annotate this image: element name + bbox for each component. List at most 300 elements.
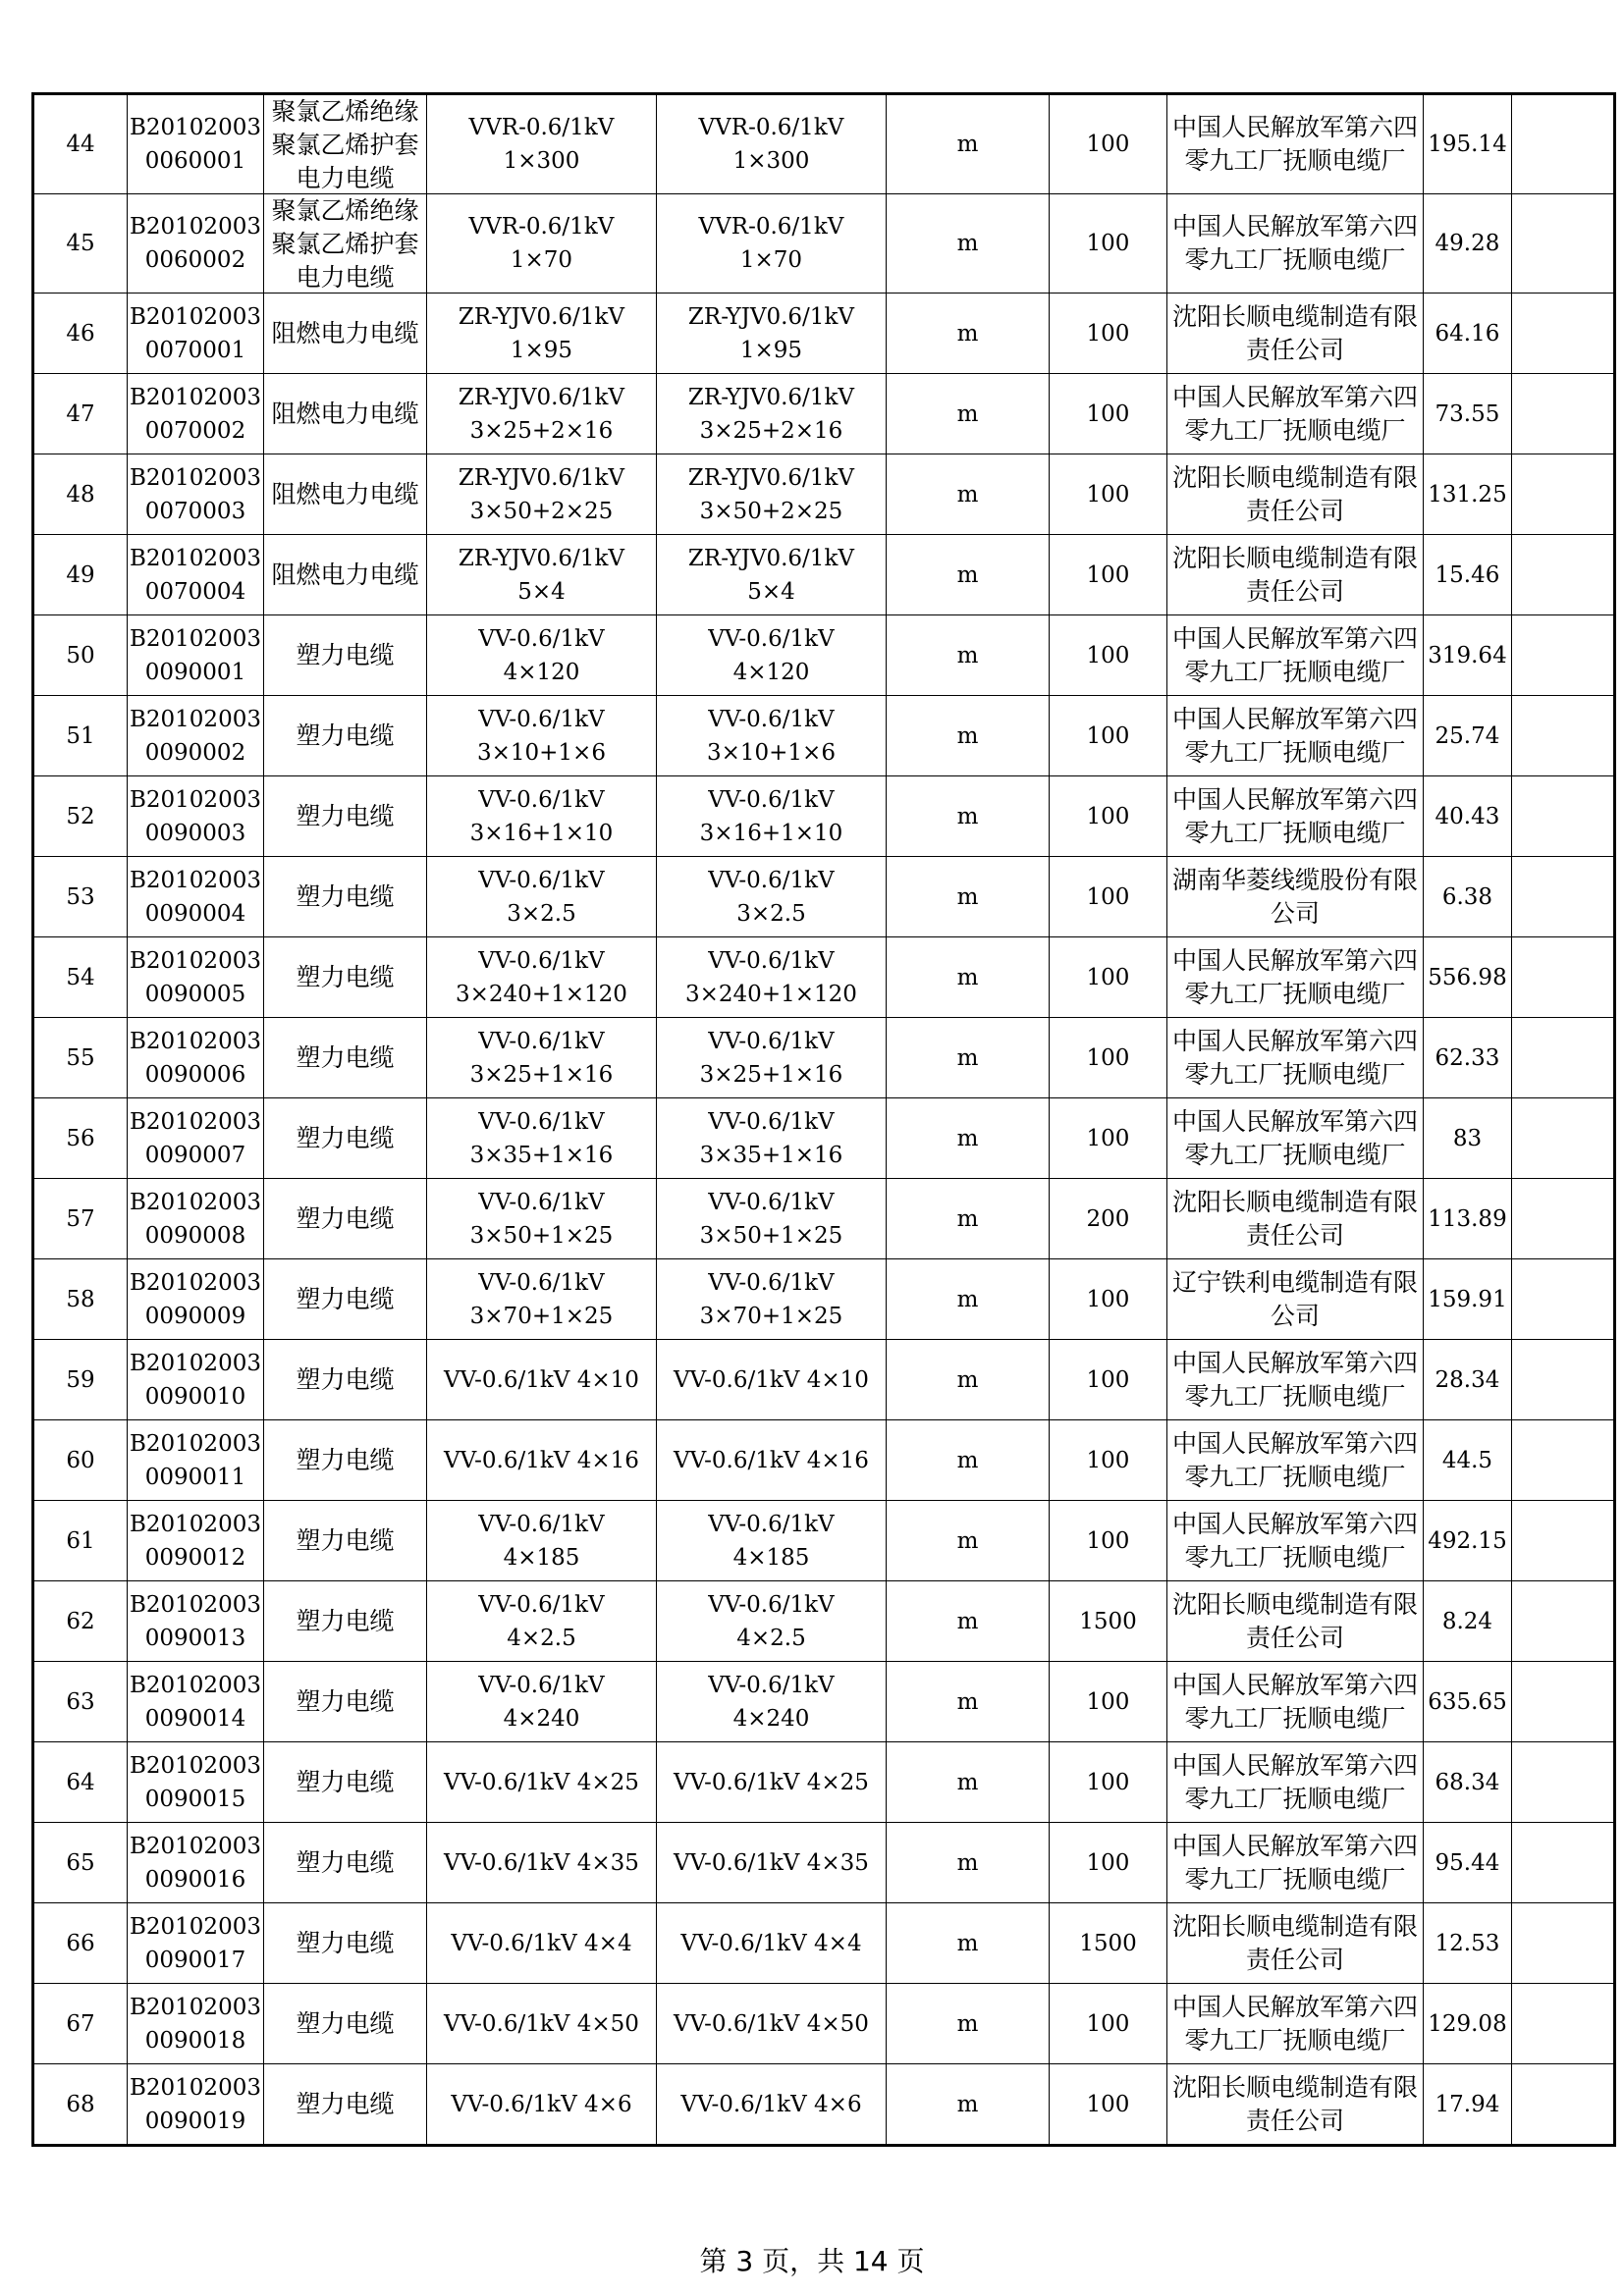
manufacturer-text: 沈阳长顺电缆制造有限责任公司 bbox=[1171, 1187, 1418, 1250]
material-code-cell bbox=[128, 94, 264, 194]
spec-line: VV-0.6/1kV bbox=[478, 1108, 605, 1135]
material-code-line: 0090005 bbox=[144, 981, 246, 1007]
spec-cell bbox=[426, 776, 656, 857]
spec-cell bbox=[426, 535, 656, 615]
row-number-cell: 65 bbox=[33, 1823, 128, 1903]
spec-line: 3×240+1×120 bbox=[456, 981, 627, 1007]
material-name-cell bbox=[263, 1581, 426, 1662]
material-name-text: 塑力电缆 bbox=[296, 1042, 395, 1072]
material-name-text: 塑力电缆 bbox=[296, 1928, 395, 1957]
spec-line: 3×10+1×6 bbox=[476, 739, 606, 766]
material-name-text: 塑力电缆 bbox=[296, 2089, 395, 2118]
model-line: 1×70 bbox=[739, 247, 803, 273]
unit-cell: m bbox=[886, 1420, 1049, 1501]
model-cell bbox=[656, 1581, 886, 1662]
material-code-line: B20102003 bbox=[130, 1028, 261, 1054]
spec-cell bbox=[426, 1823, 656, 1903]
material-name-text: 塑力电缆 bbox=[296, 801, 395, 830]
material-code-line: 0090008 bbox=[144, 1222, 246, 1249]
spec-line: 4×120 bbox=[503, 659, 580, 685]
spec-cell bbox=[426, 857, 656, 937]
quantity-cell: 100 bbox=[1049, 937, 1166, 1018]
model-line: 3×240+1×120 bbox=[685, 981, 857, 1007]
price-cell: 113.89 bbox=[1423, 1179, 1511, 1259]
price-cell: 95.44 bbox=[1423, 1823, 1511, 1903]
spec-line: ZR-YJV0.6/1kV bbox=[458, 384, 624, 410]
material-code-cell bbox=[128, 1984, 264, 2064]
row-number-cell: 49 bbox=[33, 535, 128, 615]
quantity-cell: 100 bbox=[1049, 1018, 1166, 1098]
row-number-cell: 45 bbox=[33, 194, 128, 294]
quantity-cell: 100 bbox=[1049, 1662, 1166, 1742]
quantity-cell: 100 bbox=[1049, 615, 1166, 696]
model-line: 3×70+1×25 bbox=[699, 1303, 843, 1329]
note-cell bbox=[1511, 1098, 1614, 1179]
material-name-text: 塑力电缆 bbox=[296, 1525, 395, 1555]
material-name-cell bbox=[263, 535, 426, 615]
spec-line: 3×35+1×16 bbox=[469, 1142, 614, 1168]
price-cell: 25.74 bbox=[1423, 696, 1511, 776]
manufacturer-cell bbox=[1166, 937, 1423, 1018]
manufacturer-cell bbox=[1166, 2064, 1423, 2146]
note-cell bbox=[1511, 1984, 1614, 2064]
model-line: 4×185 bbox=[732, 1544, 810, 1571]
manufacturer-cell bbox=[1166, 1018, 1423, 1098]
material-code-cell bbox=[128, 1823, 264, 1903]
manufacturer-cell bbox=[1166, 1420, 1423, 1501]
material-name-text: 塑力电缆 bbox=[296, 1284, 395, 1313]
quantity-cell: 100 bbox=[1049, 1420, 1166, 1501]
material-code-line: B20102003 bbox=[130, 1752, 261, 1779]
unit-cell: m bbox=[886, 1098, 1049, 1179]
material-code-cell bbox=[128, 1340, 264, 1420]
material-code-cell bbox=[128, 194, 264, 294]
unit-cell: m bbox=[886, 776, 1049, 857]
spec-line: 3×70+1×25 bbox=[469, 1303, 614, 1329]
material-code-line: 0090014 bbox=[144, 1705, 246, 1732]
spec-cell bbox=[426, 1581, 656, 1662]
spec-line: ZR-YJV0.6/1kV bbox=[458, 545, 624, 571]
spec-cell bbox=[426, 454, 656, 535]
price-cell: 15.46 bbox=[1423, 535, 1511, 615]
spec-cell bbox=[426, 1340, 656, 1420]
spec-line: VV-0.6/1kV 4×35 bbox=[444, 1849, 639, 1876]
manufacturer-cell bbox=[1166, 1742, 1423, 1823]
row-number-cell: 51 bbox=[33, 696, 128, 776]
material-code-line: 0070002 bbox=[144, 417, 246, 444]
manufacturer-text: 中国人民解放军第六四零九工厂抚顺电缆厂 bbox=[1171, 1831, 1418, 1894]
model-line: VV-0.6/1kV 4×16 bbox=[674, 1447, 869, 1473]
material-code-cell bbox=[128, 857, 264, 937]
spec-line: VV-0.6/1kV bbox=[478, 786, 605, 813]
unit-cell: m bbox=[886, 1259, 1049, 1340]
row-number-cell: 59 bbox=[33, 1340, 128, 1420]
price-cell: 28.34 bbox=[1423, 1340, 1511, 1420]
spec-line: ZR-YJV0.6/1kV bbox=[458, 464, 624, 491]
material-code-line: 0070004 bbox=[144, 578, 246, 605]
material-name-text: 聚氯乙烯绝缘聚氯乙烯护套电力电缆 bbox=[271, 196, 419, 292]
material-name-text: 塑力电缆 bbox=[296, 1445, 395, 1474]
table-row bbox=[33, 294, 1615, 374]
row-number-cell: 64 bbox=[33, 1742, 128, 1823]
spec-cell bbox=[426, 696, 656, 776]
note-cell bbox=[1511, 2064, 1614, 2146]
material-name-cell bbox=[263, 2064, 426, 2146]
material-code-line: 0090016 bbox=[144, 1866, 246, 1893]
quantity-cell: 100 bbox=[1049, 1501, 1166, 1581]
spec-line: VV-0.6/1kV 4×25 bbox=[444, 1769, 639, 1795]
table-row bbox=[33, 1984, 1615, 2064]
model-line: VV-0.6/1kV 4×50 bbox=[674, 2010, 869, 2037]
spec-cell bbox=[426, 1742, 656, 1823]
model-cell bbox=[656, 615, 886, 696]
spec-line: 3×25+1×16 bbox=[469, 1061, 614, 1088]
price-cell: 159.91 bbox=[1423, 1259, 1511, 1340]
unit-cell: m bbox=[886, 1903, 1049, 1984]
spec-cell bbox=[426, 1179, 656, 1259]
material-code-line: B20102003 bbox=[130, 1672, 261, 1698]
row-number-cell: 58 bbox=[33, 1259, 128, 1340]
manufacturer-text: 中国人民解放军第六四零九工厂抚顺电缆厂 bbox=[1171, 1670, 1418, 1733]
manufacturer-cell bbox=[1166, 454, 1423, 535]
table-row bbox=[33, 1823, 1615, 1903]
material-name-text: 阻燃电力电缆 bbox=[271, 399, 419, 428]
material-code-line: 0060001 bbox=[144, 148, 246, 174]
unit-cell: m bbox=[886, 2064, 1049, 2146]
manufacturer-text: 沈阳长顺电缆制造有限责任公司 bbox=[1171, 1589, 1418, 1652]
price-cell: 6.38 bbox=[1423, 857, 1511, 937]
material-code-cell bbox=[128, 374, 264, 454]
table-body bbox=[33, 94, 1615, 2146]
note-cell bbox=[1511, 1018, 1614, 1098]
manufacturer-cell bbox=[1166, 1662, 1423, 1742]
quantity-cell: 100 bbox=[1049, 1098, 1166, 1179]
quantity-cell: 100 bbox=[1049, 1742, 1166, 1823]
spec-line: 3×50+2×25 bbox=[469, 498, 614, 524]
material-name-text: 塑力电缆 bbox=[296, 1606, 395, 1635]
note-cell bbox=[1511, 1903, 1614, 1984]
material-name-text: 阻燃电力电缆 bbox=[271, 479, 419, 508]
table-row bbox=[33, 615, 1615, 696]
note-cell bbox=[1511, 1340, 1614, 1420]
spec-cell bbox=[426, 1662, 656, 1742]
manufacturer-text: 中国人民解放军第六四零九工厂抚顺电缆厂 bbox=[1171, 784, 1418, 847]
manufacturer-cell bbox=[1166, 1179, 1423, 1259]
quantity-cell: 100 bbox=[1049, 2064, 1166, 2146]
table-row bbox=[33, 94, 1615, 194]
manufacturer-text: 中国人民解放军第六四零九工厂抚顺电缆厂 bbox=[1171, 1509, 1418, 1572]
quantity-cell: 100 bbox=[1049, 776, 1166, 857]
row-number-cell: 66 bbox=[33, 1903, 128, 1984]
note-cell bbox=[1511, 194, 1614, 294]
model-line: VVR-0.6/1kV bbox=[698, 214, 844, 240]
manufacturer-text: 中国人民解放军第六四零九工厂抚顺电缆厂 bbox=[1171, 623, 1418, 686]
spec-cell bbox=[426, 1098, 656, 1179]
material-code-line: 0070001 bbox=[144, 337, 246, 363]
unit-cell: m bbox=[886, 1340, 1049, 1420]
material-code-line: 0090015 bbox=[144, 1786, 246, 1812]
quantity-cell: 100 bbox=[1049, 1984, 1166, 2064]
quantity-cell: 100 bbox=[1049, 194, 1166, 294]
note-cell bbox=[1511, 1259, 1614, 1340]
manufacturer-text: 沈阳长顺电缆制造有限责任公司 bbox=[1171, 1911, 1418, 1974]
material-code-cell bbox=[128, 1420, 264, 1501]
spec-line: VV-0.6/1kV bbox=[478, 947, 605, 974]
manufacturer-text: 中国人民解放军第六四零九工厂抚顺电缆厂 bbox=[1171, 212, 1418, 274]
model-cell bbox=[656, 374, 886, 454]
spec-line: ZR-YJV0.6/1kV bbox=[458, 303, 624, 330]
material-name-cell bbox=[263, 1823, 426, 1903]
row-number-cell: 55 bbox=[33, 1018, 128, 1098]
model-line: VV-0.6/1kV 4×6 bbox=[680, 2091, 862, 2117]
material-code-line: B20102003 bbox=[130, 2074, 261, 2101]
table-row bbox=[33, 1420, 1615, 1501]
model-cell bbox=[656, 194, 886, 294]
material-code-line: B20102003 bbox=[130, 384, 261, 410]
price-cell: 8.24 bbox=[1423, 1581, 1511, 1662]
material-code-line: 0090018 bbox=[144, 2027, 246, 2054]
material-name-text: 塑力电缆 bbox=[296, 1686, 395, 1716]
price-cell: 129.08 bbox=[1423, 1984, 1511, 2064]
note-cell bbox=[1511, 1501, 1614, 1581]
unit-cell: m bbox=[886, 94, 1049, 194]
material-code-cell bbox=[128, 535, 264, 615]
model-line: VV-0.6/1kV bbox=[708, 1028, 835, 1054]
model-line: 3×10+1×6 bbox=[706, 739, 836, 766]
manufacturer-text: 中国人民解放军第六四零九工厂抚顺电缆厂 bbox=[1171, 1992, 1418, 2055]
model-cell bbox=[656, 1984, 886, 2064]
material-code-line: B20102003 bbox=[130, 1269, 261, 1296]
material-name-cell bbox=[263, 1662, 426, 1742]
material-name-cell bbox=[263, 857, 426, 937]
material-code-line: B20102003 bbox=[130, 867, 261, 893]
note-cell bbox=[1511, 294, 1614, 374]
material-name-cell bbox=[263, 937, 426, 1018]
table-row bbox=[33, 937, 1615, 1018]
model-cell bbox=[656, 294, 886, 374]
material-name-text: 塑力电缆 bbox=[296, 2008, 395, 2038]
material-code-line: 0090019 bbox=[144, 2108, 246, 2134]
model-cell bbox=[656, 1903, 886, 1984]
spec-line: VVR-0.6/1kV bbox=[468, 115, 615, 140]
spec-line: 1×70 bbox=[510, 247, 573, 273]
manufacturer-cell bbox=[1166, 1581, 1423, 1662]
spec-cell bbox=[426, 1259, 656, 1340]
note-cell bbox=[1511, 1742, 1614, 1823]
page-footer: 第 3 页，共 14 页 bbox=[699, 2245, 925, 2277]
spec-cell bbox=[426, 937, 656, 1018]
note-cell bbox=[1511, 1179, 1614, 1259]
unit-cell: m bbox=[886, 294, 1049, 374]
manufacturer-cell bbox=[1166, 857, 1423, 937]
model-cell bbox=[656, 1420, 886, 1501]
manufacturer-text: 中国人民解放军第六四零九工厂抚顺电缆厂 bbox=[1171, 1026, 1418, 1089]
price-cell: 73.55 bbox=[1423, 374, 1511, 454]
row-number-cell: 57 bbox=[33, 1179, 128, 1259]
model-line: VV-0.6/1kV 4×4 bbox=[680, 1930, 862, 1956]
table-row bbox=[33, 1662, 1615, 1742]
manufacturer-text: 中国人民解放军第六四零九工厂抚顺电缆厂 bbox=[1171, 382, 1418, 445]
material-code-line: 0090009 bbox=[144, 1303, 246, 1329]
manufacturer-cell bbox=[1166, 1098, 1423, 1179]
material-name-text: 塑力电缆 bbox=[296, 1364, 395, 1394]
note-cell bbox=[1511, 1662, 1614, 1742]
material-code-cell bbox=[128, 1098, 264, 1179]
price-cell: 635.65 bbox=[1423, 1662, 1511, 1742]
material-name-cell bbox=[263, 1984, 426, 2064]
note-cell bbox=[1511, 374, 1614, 454]
table-row bbox=[33, 194, 1615, 294]
model-cell bbox=[656, 94, 886, 194]
manufacturer-cell bbox=[1166, 1501, 1423, 1581]
material-name-cell bbox=[263, 1179, 426, 1259]
model-line: 3×50+2×25 bbox=[699, 498, 843, 524]
material-code-cell bbox=[128, 1581, 264, 1662]
spec-line: VV-0.6/1kV bbox=[478, 867, 605, 893]
material-name-cell bbox=[263, 294, 426, 374]
note-cell bbox=[1511, 454, 1614, 535]
model-line: 1×95 bbox=[739, 337, 803, 363]
price-cell: 64.16 bbox=[1423, 294, 1511, 374]
material-name-cell bbox=[263, 1742, 426, 1823]
material-name-cell bbox=[263, 1259, 426, 1340]
model-cell bbox=[656, 1259, 886, 1340]
spec-cell bbox=[426, 2064, 656, 2146]
model-line: 3×50+1×25 bbox=[699, 1222, 843, 1249]
unit-cell: m bbox=[886, 1823, 1049, 1903]
manufacturer-cell bbox=[1166, 615, 1423, 696]
model-line: VV-0.6/1kV bbox=[708, 1672, 835, 1698]
table-row bbox=[33, 374, 1615, 454]
model-line: 3×25+1×16 bbox=[699, 1061, 843, 1088]
model-line: VV-0.6/1kV bbox=[708, 1269, 835, 1296]
material-code-line: 0090007 bbox=[144, 1142, 246, 1168]
unit-cell: m bbox=[886, 1742, 1049, 1823]
manufacturer-text: 中国人民解放军第六四零九工厂抚顺电缆厂 bbox=[1171, 704, 1418, 767]
spec-cell bbox=[426, 1018, 656, 1098]
table-row bbox=[33, 857, 1615, 937]
unit-cell: m bbox=[886, 1018, 1049, 1098]
note-cell bbox=[1511, 696, 1614, 776]
model-line: VV-0.6/1kV bbox=[708, 1591, 835, 1618]
spec-cell bbox=[426, 615, 656, 696]
material-name-text: 塑力电缆 bbox=[296, 1767, 395, 1796]
manufacturer-cell bbox=[1166, 194, 1423, 294]
unit-cell: m bbox=[886, 1662, 1049, 1742]
material-name-cell bbox=[263, 1018, 426, 1098]
price-cell: 131.25 bbox=[1423, 454, 1511, 535]
spec-line: 3×16+1×10 bbox=[469, 820, 614, 846]
price-cell: 68.34 bbox=[1423, 1742, 1511, 1823]
price-cell: 492.15 bbox=[1423, 1501, 1511, 1581]
quantity-cell: 100 bbox=[1049, 696, 1166, 776]
price-cell: 12.53 bbox=[1423, 1903, 1511, 1984]
unit-cell: m bbox=[886, 615, 1049, 696]
model-line: 4×240 bbox=[732, 1705, 810, 1732]
spec-cell bbox=[426, 294, 656, 374]
unit-cell: m bbox=[886, 1179, 1049, 1259]
spec-line: VV-0.6/1kV bbox=[478, 1511, 605, 1537]
note-cell bbox=[1511, 94, 1614, 194]
manufacturer-text: 中国人民解放军第六四零九工厂抚顺电缆厂 bbox=[1171, 113, 1418, 175]
material-name-text: 塑力电缆 bbox=[296, 1123, 395, 1152]
manufacturer-text: 中国人民解放军第六四零九工厂抚顺电缆厂 bbox=[1171, 1750, 1418, 1813]
material-code-cell bbox=[128, 937, 264, 1018]
model-cell bbox=[656, 2064, 886, 2146]
material-code-cell bbox=[128, 696, 264, 776]
material-code-cell bbox=[128, 615, 264, 696]
quantity-cell: 100 bbox=[1049, 294, 1166, 374]
material-name-cell bbox=[263, 1420, 426, 1501]
row-number-cell: 62 bbox=[33, 1581, 128, 1662]
model-line: 3×16+1×10 bbox=[699, 820, 843, 846]
model-line: 4×2.5 bbox=[736, 1625, 806, 1651]
spec-cell bbox=[426, 1984, 656, 2064]
material-code-line: B20102003 bbox=[130, 1913, 261, 1940]
spec-line: VV-0.6/1kV 4×50 bbox=[444, 2010, 639, 2037]
quantity-cell: 100 bbox=[1049, 535, 1166, 615]
row-number-cell: 60 bbox=[33, 1420, 128, 1501]
material-code-line: B20102003 bbox=[130, 1833, 261, 1859]
unit-cell: m bbox=[886, 535, 1049, 615]
model-cell bbox=[656, 696, 886, 776]
material-name-cell bbox=[263, 1098, 426, 1179]
row-number-cell: 67 bbox=[33, 1984, 128, 2064]
spec-line: VV-0.6/1kV 4×4 bbox=[451, 1930, 632, 1956]
material-code-cell bbox=[128, 1742, 264, 1823]
spec-line: VV-0.6/1kV bbox=[478, 1591, 605, 1618]
material-code-line: B20102003 bbox=[130, 706, 261, 732]
model-line: 4×120 bbox=[732, 659, 810, 685]
model-line: 3×25+2×16 bbox=[699, 417, 843, 444]
spec-line: 4×2.5 bbox=[507, 1625, 576, 1651]
unit-cell: m bbox=[886, 1581, 1049, 1662]
material-code-cell bbox=[128, 1179, 264, 1259]
row-number-cell: 44 bbox=[33, 94, 128, 194]
manufacturer-text: 沈阳长顺电缆制造有限责任公司 bbox=[1171, 462, 1418, 525]
table-row bbox=[33, 776, 1615, 857]
material-code-line: B20102003 bbox=[130, 1108, 261, 1135]
row-number-cell: 56 bbox=[33, 1098, 128, 1179]
price-table bbox=[31, 92, 1616, 2147]
spec-cell bbox=[426, 94, 656, 194]
material-name-cell bbox=[263, 1903, 426, 1984]
note-cell bbox=[1511, 535, 1614, 615]
material-name-text: 塑力电缆 bbox=[296, 640, 395, 669]
quantity-cell: 1500 bbox=[1049, 1581, 1166, 1662]
material-code-line: B20102003 bbox=[130, 1994, 261, 2020]
model-line: ZR-YJV0.6/1kV bbox=[687, 464, 854, 491]
row-number-cell: 52 bbox=[33, 776, 128, 857]
manufacturer-text: 辽宁铁利电缆制造有限公司 bbox=[1171, 1267, 1418, 1330]
manufacturer-cell bbox=[1166, 1259, 1423, 1340]
material-name-text: 塑力电缆 bbox=[296, 721, 395, 750]
material-name-cell bbox=[263, 194, 426, 294]
material-name-text: 塑力电缆 bbox=[296, 962, 395, 991]
spec-line: 3×50+1×25 bbox=[469, 1222, 614, 1249]
quantity-cell: 1500 bbox=[1049, 1903, 1166, 1984]
row-number-cell: 68 bbox=[33, 2064, 128, 2146]
material-code-line: 0090006 bbox=[144, 1061, 246, 1088]
quantity-cell: 100 bbox=[1049, 1823, 1166, 1903]
material-code-line: B20102003 bbox=[130, 464, 261, 491]
material-code-cell bbox=[128, 1662, 264, 1742]
spec-line: VV-0.6/1kV bbox=[478, 1189, 605, 1215]
spec-cell bbox=[426, 1903, 656, 1984]
model-cell bbox=[656, 776, 886, 857]
spec-line: 5×4 bbox=[517, 578, 566, 605]
material-name-cell bbox=[263, 454, 426, 535]
